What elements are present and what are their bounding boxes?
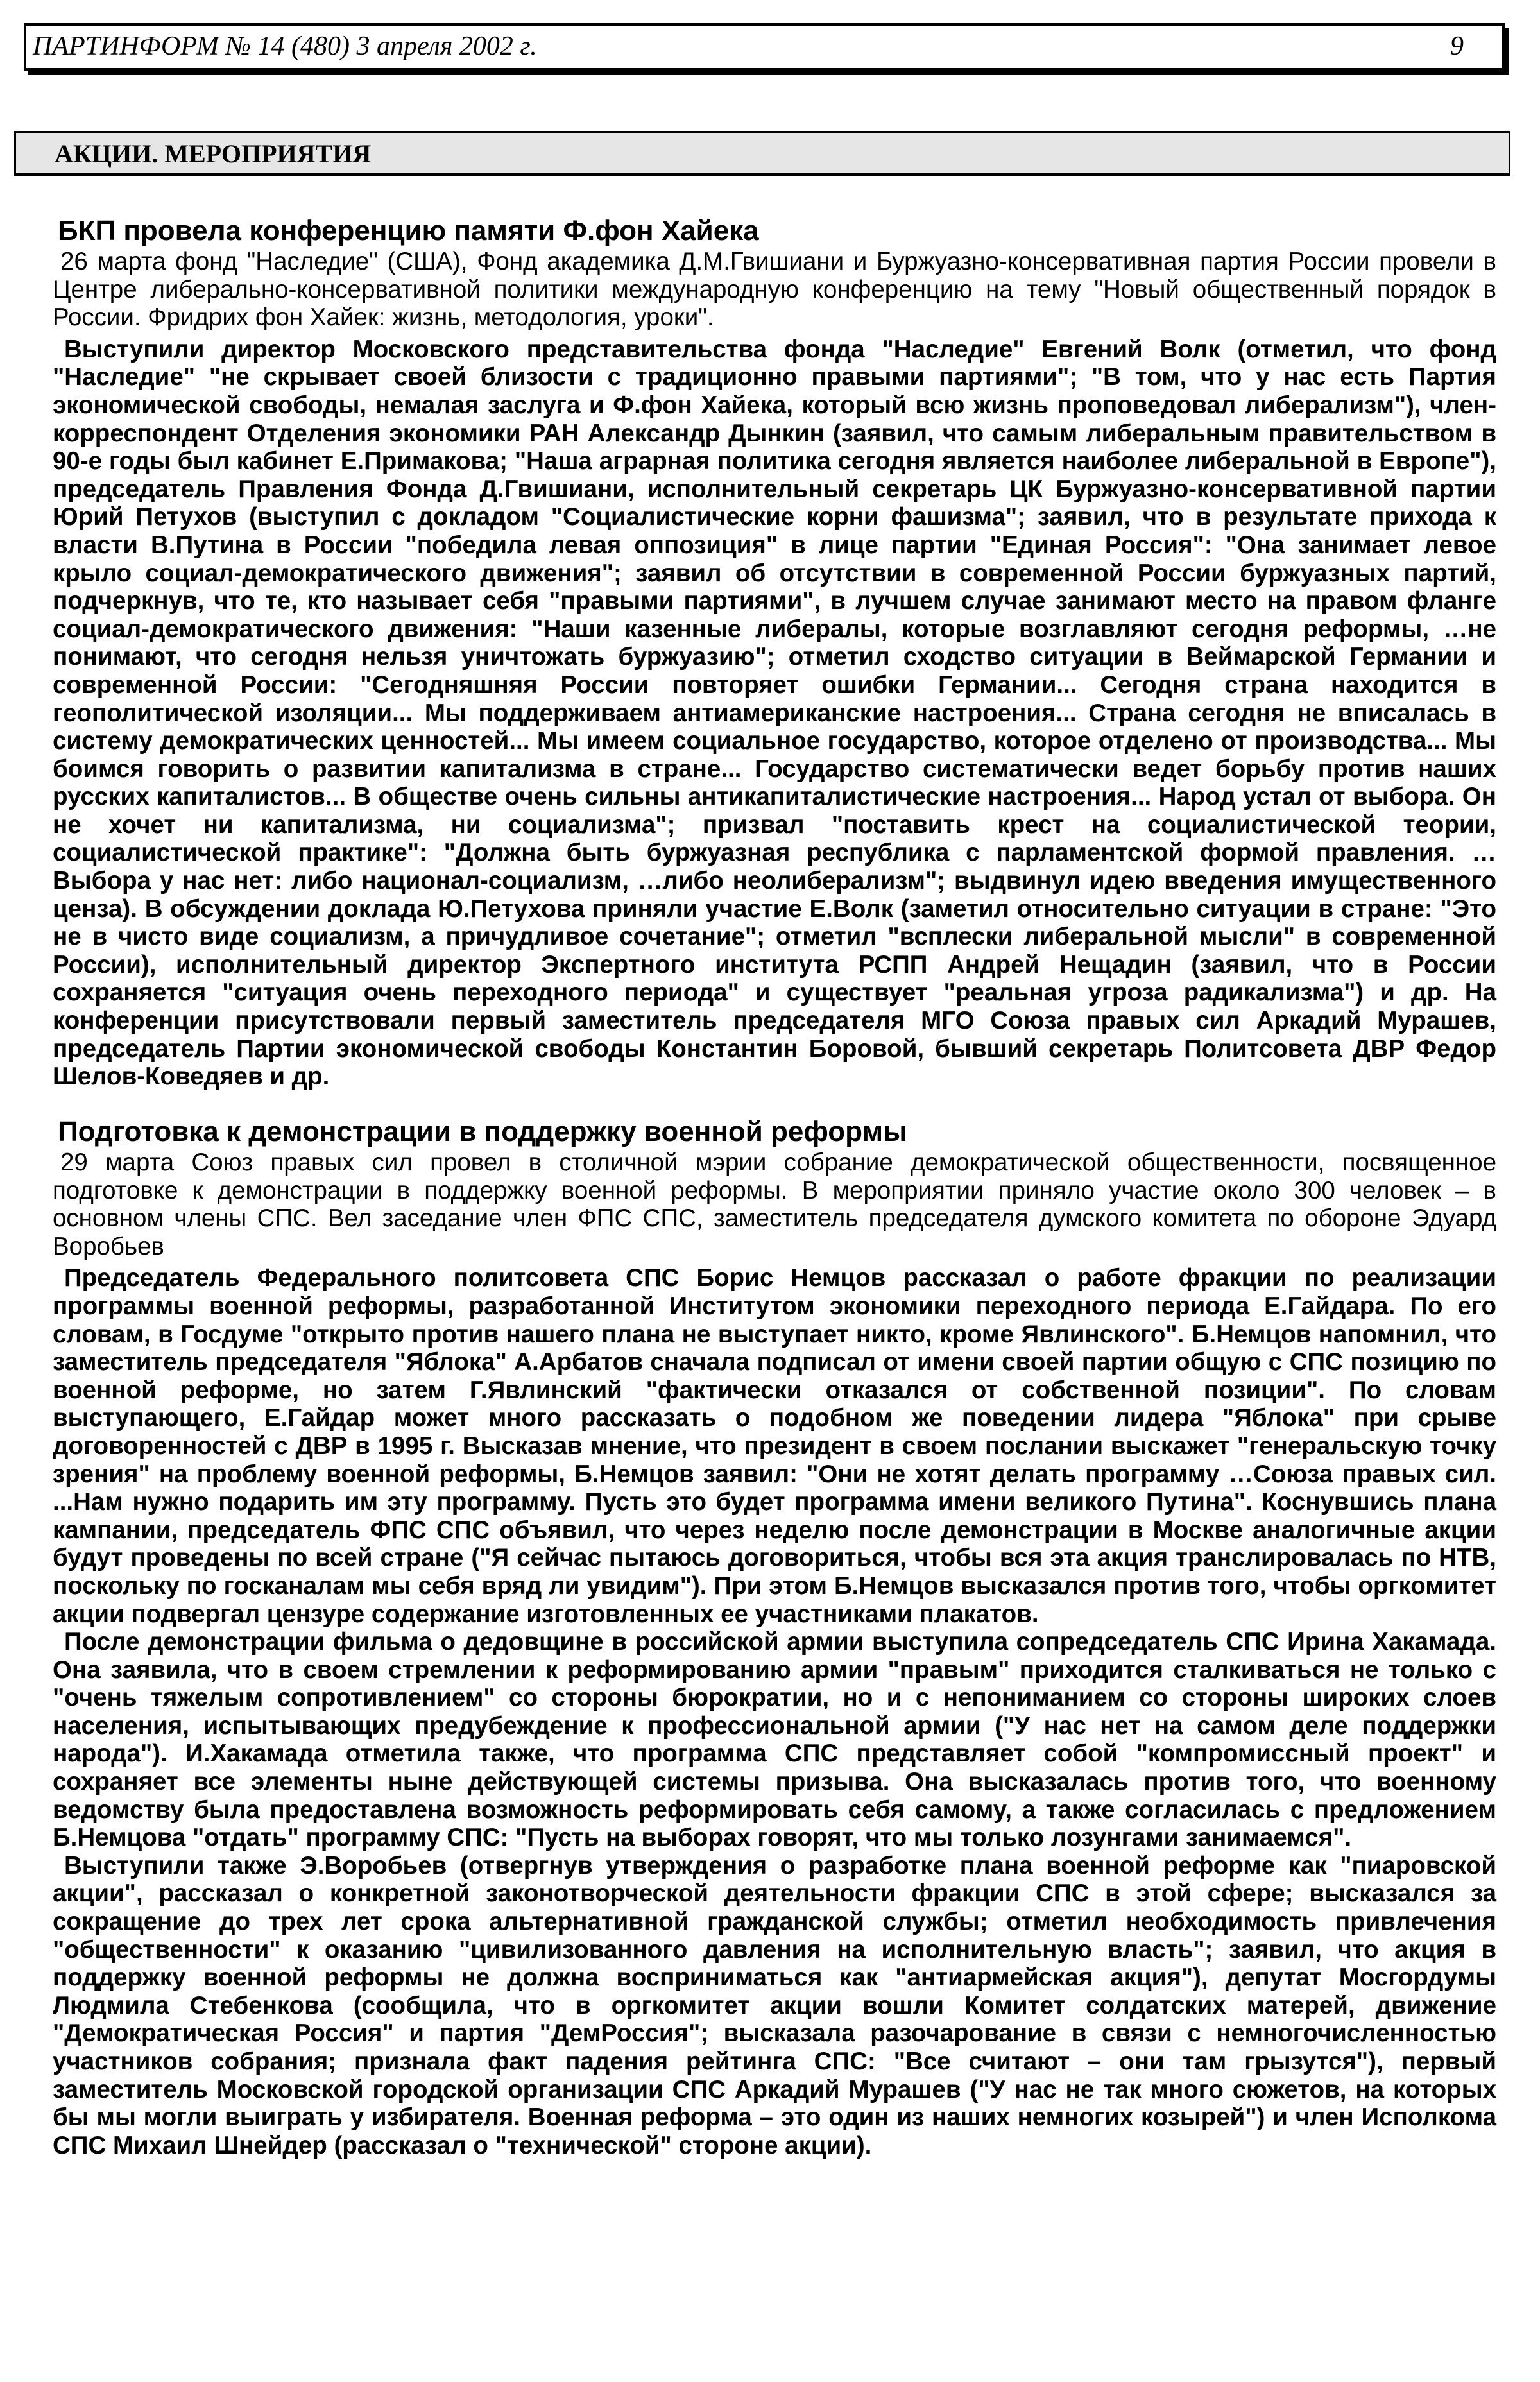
article-military-reform bbox=[53, 1115, 1496, 2159]
article-paragraph: Выступили директор Московского представительства фонда "Наследие" Евгений Волк (отметил, что фонд "Наследие" "не скрывает своей близости с традиционно правыми партиями"; "В том, что у нас есть Партия экономической свободы, немалая заслуга и Ф.фон Хайека, который всю жизнь проповедовал либерализм"), член-корреспондент Отделения экономики РАН Александр Дынкин (заявил, что самым либеральным правительством в 90-е годы был кабинет Е.Примакова; "Наша аграрная политика сегодня является наиболее либеральной в Европе"), председатель Правления Фонда Д.Гвишиани, исполнительный секретарь ЦК Буржуазно-консервативной партии Юрий Петухов (выступил с докладом "Социалистические корни фашизма"; заявил, что в результате прихода к власти В.Путина в России "победила левая оппозиция" в лице партии "Единая Россия": "Она занимает левое крыло социал-демократического движения"; заявил об отсутствии в современной России буржуазных партий, подчеркнув, что те, кто называет себя "правыми партиями", в лучшем случае занимают место на правом фланге социал-демократического движения: "Наши казенные либералы, которые возглавляют сегодня реформы, …не понимают, что сегодня нельзя уничтожать буржуазию"; отметил сходство ситуации в Веймарской Германии и современной России: "Сегодняшняя России повторяет ошибки Германии... Сегодня страна находится в геополитической изоляции... Мы поддерживаем антиамериканские настроения... Страна сегодня не вписалась в систему демократических ценностей... Мы имеем социальное государство, которое отделено от производства... Мы боимся говорить о развитии капитализма в стране... Государство систематически ведет борьбу против наших русских капиталистов... В обществе очень сильны антикапиталистические настроения... Народ устал от выбора. Он не хочет ни капитализма, ни социализма"; призвал "поставить крест на социалистической теории, социалистической практике": "Должна быть буржуазная республика с парламентской формой правления. …Выбора у нас нет: либо национал-социализм, …либо неолиберализм"; выдвинул идею введения имущественного ценза). В обсуждении доклада Ю.Петухова приняли участие Е.Волк (заметил относительно ситуации в стране: "Это не в чисто виде социализм, а причудливое сочетание"; отметил "всплески либеральной мысли" в современной России), исполнительный директор Экспертного института РСПП Андрей Нещадин (заявил, что в России сохраняется "ситуация очень переходного периода" и существует "реальная угроза радикализма") и др. На конференции присутствовали первый заместитель председателя МГО Союза правых сил Аркадий Мурашев, председатель Партии экономической свободы Константин Боровой, бывший секретарь Политсовета ДВР Федор Шелов-Коведяев и др. bbox=[53, 335, 1496, 1091]
article-paragraph: Председатель Федерального политсовета СПС Борис Немцов рассказал о работе фракции по реализации программы военной реформы, разработанной Институтом экономики переходного периода Е.Гайдара. По его словам, в Госдуме "открыто против нашего плана не выступает никто, кроме Явлинского". Б.Немцов напомнил, что заместитель председателя "Яблока" А.Арбатов сначала подписал от имени своей партии общую с СПС позицию по военной реформе, но затем Г.Явлинский "фактически отказался от собственной позиции". По словам выступающего, Е.Гайдар может много рассказать о подобном же поведении лидера "Яблока" при срыве договоренностей с ДВР в 1995 г. Высказав мнение, что президент в своем послании выскажет "генеральскую точку зрения" на проблему военной реформы, Б.Немцов заявил: "Они не хотят делать программу …Союза правых сил. ...Нам нужно подарить им эту программу. Пусть это будет программа имени великого Путина". Коснувшись плана кампании, председатель ФПС СПС объявил, что через неделю после демонстрации в Москве аналогичные акции будут проведены по всей стране ("Я сейчас пытаюсь договориться, чтобы вся эта акция транслировалась по НТВ, поскольку по госканалам мы себя вряд ли увидим"). При этом Б.Немцов высказался против того, чтобы оргкомитет акции подвергал цензуре содержание изготовленных ее участниками плакатов. bbox=[53, 1264, 1496, 1628]
article-paragraph: Выступили также Э.Воробьев (отвергнув утверждения о разработке плана военной реформе как "пиаровской акции", рассказал о конкретной законотворческой деятельности фракции СПС в этой сфере; высказался за сокращение до трех лет срока альтернативной гражданской службы; отметил необходимость привлечения "общественности" к оказанию "цивилизованного давления на исполнительную власть"; заявил, что акция в поддержку военной реформы не должна восприниматься как "антиармейская акция"), депутат Мосгордумы Людмила Стебенкова (сообщила, что в оргкомитет акции вошли Комитет солдатских матерей, движение "Демократическая Россия" и партия "ДемРоссия"; высказала разочарование в связи с немногочисленностью участников собрания; признала факт падения рейтинга СПС: "Все считают – они там грызутся"), первый заместитель Московской городской организации СПС Аркадий Мурашев ("У нас не так много сюжетов, на которых бы мы могли выиграть у избирателя. Военная реформа – это один из наших немногих козырей") и член Исполкома СПС Михаил Шнейдер (рассказал о "технической" стороне акции). bbox=[53, 1851, 1496, 2159]
article-title: Подготовка к демонстрации в поддержку военной реформы bbox=[58, 1116, 907, 1147]
article-title: БКП провела конференцию памяти Ф.фон Хайека bbox=[58, 215, 759, 246]
publication-info: ПАРТИНФОРМ № 14 (480) 3 апреля 2002 г. bbox=[33, 31, 537, 61]
article-lead: 26 марта фонд "Наследие" (США), Фонд академика Д.М.Гвишиани и Буржуазно-консервативная партия России провели в Центре либерально-консервативной политики международную конференцию на тему "Новый общественный порядок в России. Фридрих фон Хайек: жизнь, методология, уроки". bbox=[53, 248, 1496, 332]
article-paragraph: После демонстрации фильма о дедовщине в российской армии выступила сопредседатель СПС Ирина Хакамада. Она заявила, что в своем стремлении к реформированию армии "правым" приходится сталкиваться не только с "очень тяжелым сопротивлением" со стороны бюрократии, но и с непониманием со стороны широких слоев населения, испытывающих предубеждение к профессиональной армии ("У нас нет на самом деле поддержки народа"). И.Хакамада отметила также, что программа СПС представляет собой "компромиссный проект" и сохраняет все элементы ныне действующей системы призыва. Она высказалась против того, что военному ведомству была предоставлена возможность реформировать себя самому, а также согласилась с предложением Б.Немцова "отдать" программу СПС: "Пусть на выборах говорят, что мы только лозунгами занимаемся". bbox=[53, 1628, 1496, 1852]
page-number: 9 bbox=[1450, 31, 1464, 61]
page-header bbox=[24, 23, 1505, 71]
section-header bbox=[14, 131, 1510, 176]
article-hayek bbox=[53, 214, 1496, 1091]
section-title: АКЦИИ. МЕРОПРИЯТИЯ bbox=[55, 139, 372, 168]
article-lead: 29 марта Союз правых сил провел в столичной мэрии собрание демократической общественности, посвященное подготовке к демонстрации в поддержку военной реформы. В мероприятии приняло участие около 300 человек – в основном члены СПС. Вел заседание член ФПС СПС, заместитель председателя думского комитета по обороне Эдуард Воробьев bbox=[53, 1149, 1496, 1260]
